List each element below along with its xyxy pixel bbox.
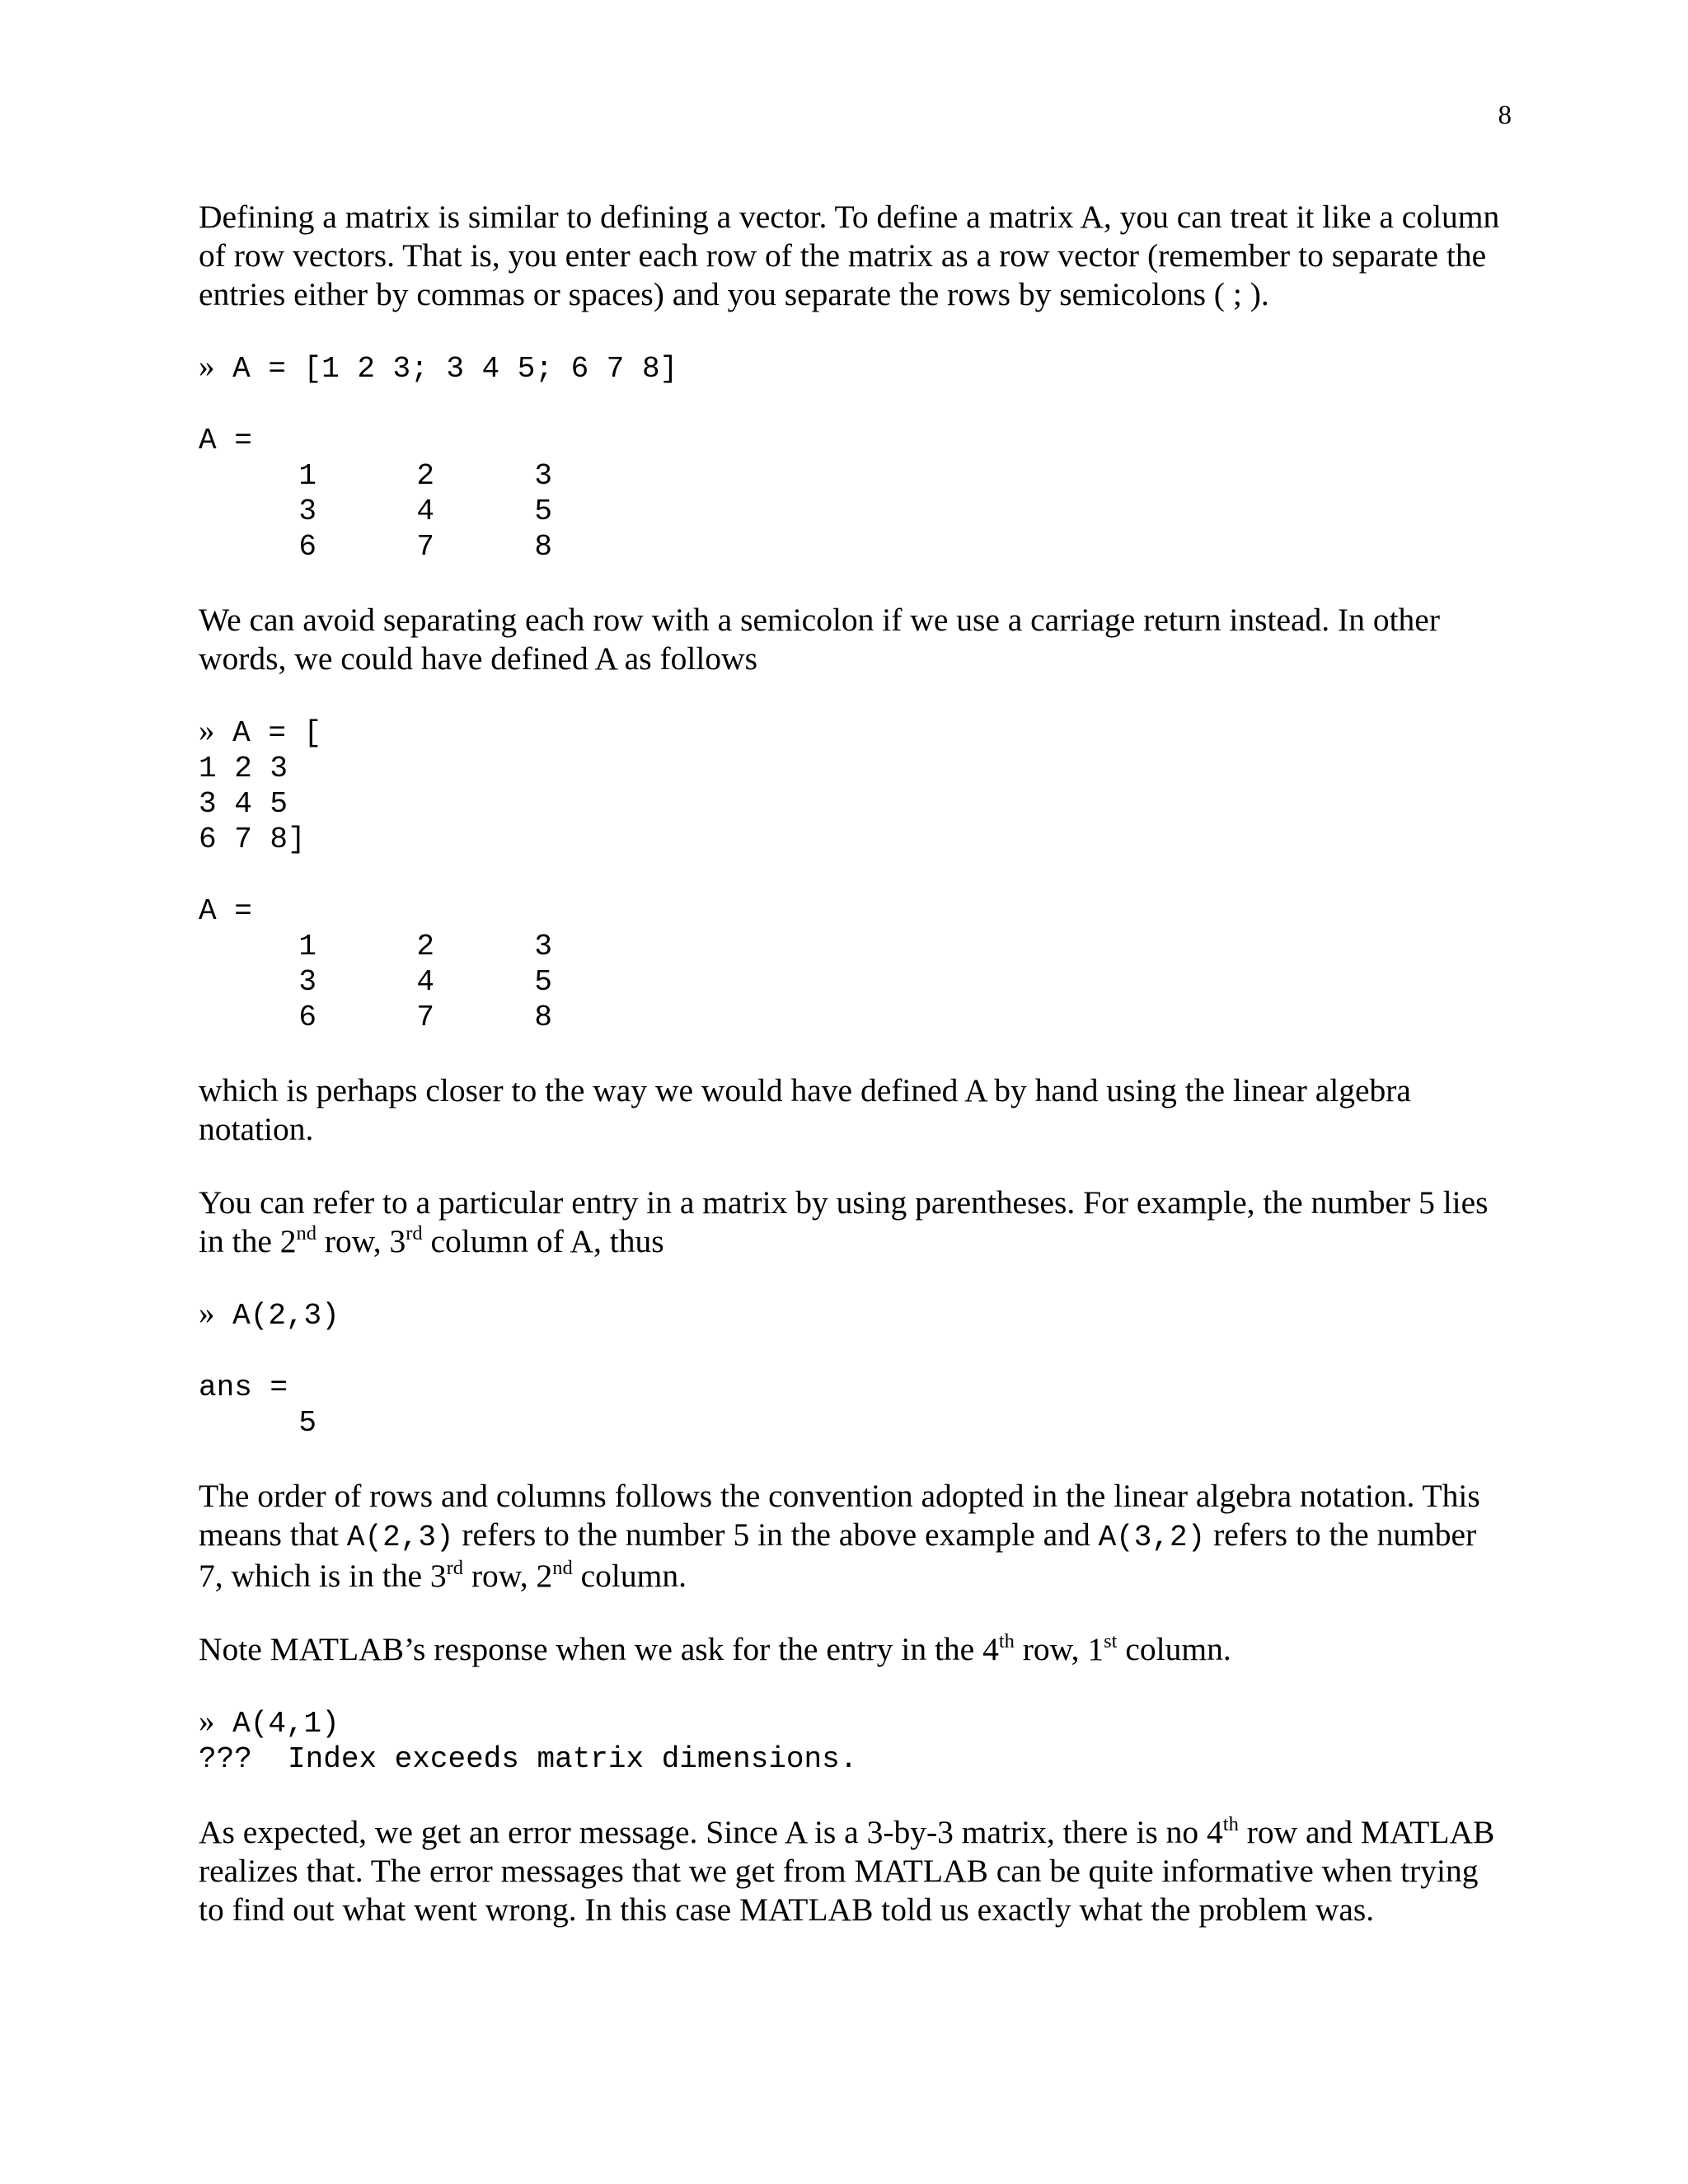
paragraph-carriage-return: We can avoid separating each row with a semicolon if we use a carriage return instead. In other words, we could have defined A as follows: [199, 602, 1440, 677]
matrix-cell: 1: [298, 459, 316, 493]
paragraph-refer-entry: [199, 1183, 1501, 1261]
paragraph-defining-matrix: Defining a matrix is similar to defining a vector. To define a matrix A, you can treat it like a column of row vectors. That is, you enter each row of the matrix as a row vector (remember to separate the entries either by commas or spaces) and you separate the rows by semicolons ( ; ).: [199, 199, 1500, 312]
code-command-2: [199, 713, 1501, 751]
page-number: 8: [1498, 101, 1512, 130]
prompt-symbol: »: [199, 349, 215, 384]
command-text: A = [: [232, 716, 322, 750]
text-run: row, 1: [1014, 1631, 1104, 1667]
matrix-row: [298, 929, 1501, 964]
text-run: The order of rows and columns follows the convention adopted in the linear algebra notation. This means that: [199, 1478, 1480, 1553]
prompt-symbol: »: [199, 1296, 215, 1331]
text-run: row and MATLAB realizes that. The error messages that we get from MATLAB can be quite informative when trying to find out what went wrong. In this case MATLAB told us exactly what the problem was.: [199, 1814, 1495, 1928]
output-label-1: A =: [199, 424, 252, 457]
paragraph-error-explanation: [199, 1813, 1501, 1929]
command-text: A(2,3): [232, 1299, 340, 1333]
command-text: A = [1 2 3; 3 4 5; 6 7 8]: [232, 352, 678, 386]
text-run: Note MATLAB’s response when we ask for the entry in the 4: [199, 1631, 999, 1667]
text-run: You can refer to a particular entry in a matrix by using parentheses. For example, the number 5 lies in the 2: [199, 1184, 1489, 1259]
command-text: A(4,1): [232, 1707, 340, 1741]
matrix-cell: 4: [416, 494, 434, 528]
paragraph-linear-algebra-notation: which is perhaps closer to the way we would have defined A by hand using the linear algebra notation.: [199, 1072, 1411, 1147]
matrix-row: [298, 494, 1501, 529]
matrix-cell: 2: [416, 930, 434, 963]
matrix-cell: 8: [534, 1001, 552, 1034]
scalar-output: [298, 1405, 1501, 1441]
code-command-1: [199, 349, 1501, 387]
inline-code: A(3,2): [1098, 1521, 1206, 1554]
matrix-cell: 1: [298, 930, 316, 963]
text-run: column.: [1117, 1631, 1231, 1667]
text-run: refers to the number 5 in the above example and: [453, 1516, 1099, 1553]
error-prefix: ???: [199, 1742, 252, 1776]
paragraph-order-convention: [199, 1477, 1501, 1596]
matrix-cell: 5: [298, 1406, 316, 1440]
matrix-cell: 3: [298, 494, 316, 528]
matrix-cell: 2: [416, 459, 434, 493]
ordinal-suffix: th: [1222, 1812, 1239, 1835]
matrix-cell: 4: [416, 965, 434, 999]
matrix-row: [298, 529, 1501, 565]
ordinal-suffix: nd: [552, 1556, 573, 1579]
matrix-row: [298, 458, 1501, 494]
matrix-cell: 7: [416, 1001, 434, 1034]
prompt-symbol: »: [199, 713, 215, 748]
matrix-row: [298, 1405, 1501, 1441]
code-line: 6 7 8]: [199, 823, 306, 856]
output-label-3: ans =: [199, 1371, 288, 1404]
code-command-4: [199, 1704, 1501, 1741]
ordinal-suffix: st: [1104, 1629, 1118, 1652]
matrix-cell: 3: [298, 965, 316, 999]
matrix-cell: 8: [534, 530, 552, 564]
text-run: column.: [572, 1558, 687, 1594]
error-message: Index exceeds matrix dimensions.: [288, 1742, 858, 1776]
text-run: refers to the number 7, which is in the 3: [199, 1516, 1477, 1594]
matrix-cell: 6: [298, 1001, 316, 1034]
document-body: [199, 198, 1501, 1929]
matrix-row: [298, 1000, 1501, 1035]
matrix-cell: 6: [298, 530, 316, 564]
matrix-row: [298, 964, 1501, 1000]
inline-code: A(2,3): [346, 1521, 454, 1554]
matrix-cell: 5: [534, 494, 552, 528]
ordinal-suffix: rd: [446, 1556, 464, 1579]
text-run: As expected, we get an error message. Since A is a 3-by-3 matrix, there is no 4: [199, 1814, 1223, 1850]
matrix-cell: 3: [534, 930, 552, 963]
code-line: 1 2 3: [199, 752, 288, 785]
paragraph-matlab-response: [199, 1630, 1501, 1669]
text-run: row, 2: [463, 1558, 553, 1594]
text-run: row, 3: [316, 1223, 406, 1259]
matrix-cell: 7: [416, 530, 434, 564]
error-message-line: [199, 1741, 1501, 1777]
ordinal-suffix: rd: [406, 1221, 423, 1244]
ordinal-suffix: th: [998, 1629, 1015, 1652]
ordinal-suffix: nd: [296, 1221, 316, 1244]
output-label-2: A =: [199, 894, 252, 928]
code-line: 3 4 5: [199, 787, 288, 821]
text-run: column of A, thus: [422, 1223, 664, 1259]
matrix-cell: 3: [534, 459, 552, 493]
matrix-output-1: [298, 458, 1501, 565]
code-command-3: [199, 1296, 1501, 1333]
matrix-cell: 5: [534, 965, 552, 999]
prompt-symbol: »: [199, 1704, 215, 1739]
matrix-output-2: [298, 929, 1501, 1035]
